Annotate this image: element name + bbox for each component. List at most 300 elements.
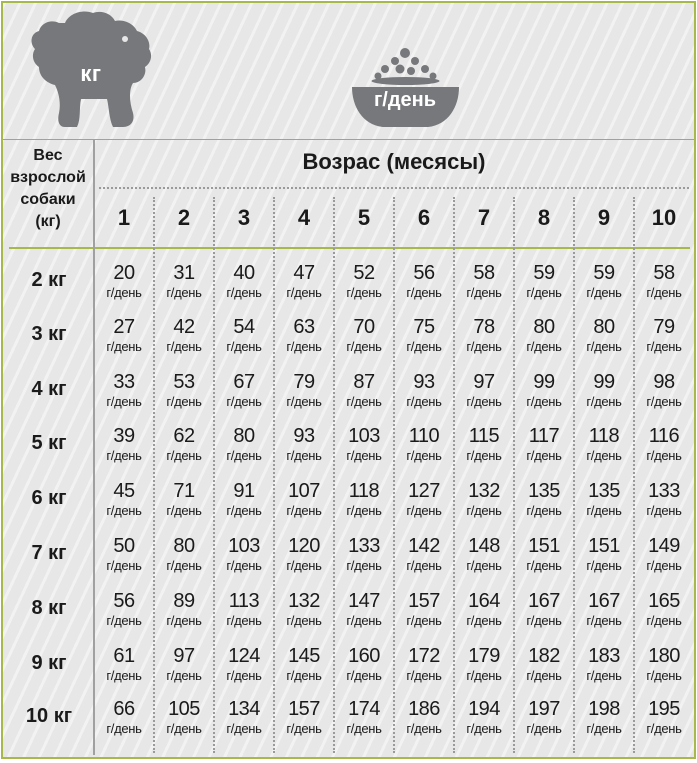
- cell-unit: г/день: [286, 394, 322, 409]
- cell-unit: г/день: [586, 448, 622, 463]
- month-header-4: 4: [297, 205, 311, 230]
- table-cell: [454, 697, 514, 736]
- cell-value: 167: [528, 590, 560, 612]
- cell-value: 89: [173, 590, 195, 612]
- cell-unit: г/день: [466, 721, 502, 736]
- table-cell: [394, 315, 454, 354]
- table-cell: [394, 589, 454, 628]
- cell-value: 127: [408, 480, 440, 502]
- cell-unit: г/день: [466, 613, 502, 628]
- cell-value: 59: [533, 262, 555, 284]
- cell-value: 116: [648, 425, 680, 447]
- table-cell: [514, 261, 574, 300]
- cell-unit: г/день: [466, 394, 502, 409]
- table-cell: [394, 534, 454, 573]
- cell-unit: г/день: [106, 721, 142, 736]
- table-cell: [574, 534, 634, 573]
- cell-value: 103: [348, 425, 380, 447]
- cell-unit: г/день: [586, 668, 622, 683]
- cell-unit: г/день: [166, 558, 202, 573]
- cell-value: 194: [468, 698, 500, 720]
- table-cell: [634, 644, 694, 683]
- table-cell: [154, 424, 214, 463]
- cell-unit: г/день: [406, 558, 442, 573]
- cell-unit: г/день: [106, 613, 142, 628]
- cell-unit: г/день: [226, 668, 262, 683]
- cell-unit: г/день: [646, 558, 682, 573]
- cell-unit: г/день: [466, 558, 502, 573]
- header-dotted-rule: [99, 187, 689, 189]
- bowl-unit-label: г/день: [373, 89, 437, 111]
- table-cell: [334, 370, 394, 409]
- cell-unit: г/день: [106, 448, 142, 463]
- cell-unit: г/день: [226, 448, 262, 463]
- table-cell: [514, 424, 574, 463]
- cell-unit: г/день: [526, 558, 562, 573]
- weight-header-line: взрослой: [10, 169, 86, 186]
- cell-unit: г/день: [586, 285, 622, 300]
- cell-value: 80: [173, 535, 195, 557]
- table-cell: [154, 315, 214, 354]
- cell-value: 47: [293, 262, 315, 284]
- table-cell: [634, 315, 694, 354]
- cell-value: 80: [233, 425, 255, 447]
- cell-unit: г/день: [166, 721, 202, 736]
- table-cell: [214, 315, 274, 354]
- table-cell: [274, 697, 334, 736]
- cell-unit: г/день: [466, 285, 502, 300]
- cell-unit: г/день: [646, 339, 682, 354]
- cell-value: 67: [233, 371, 255, 393]
- table-cell: [274, 424, 334, 463]
- cell-value: 197: [528, 698, 560, 720]
- table-cell: [634, 589, 694, 628]
- cell-unit: г/день: [286, 285, 322, 300]
- table-cell: [274, 261, 334, 300]
- table-cell: [94, 261, 154, 300]
- cell-unit: г/день: [406, 285, 442, 300]
- table-cell: [634, 534, 694, 573]
- cell-unit: г/день: [226, 558, 262, 573]
- table-cell: [574, 370, 634, 409]
- cell-value: 164: [468, 590, 500, 612]
- table-cell: [514, 644, 574, 683]
- table-cell: [94, 479, 154, 518]
- cell-unit: г/день: [166, 448, 202, 463]
- weight-header-line: Вес: [33, 147, 63, 164]
- cell-value: 132: [288, 590, 320, 612]
- month-header-3: 3: [237, 205, 251, 230]
- cell-unit: г/день: [586, 613, 622, 628]
- cell-unit: г/день: [346, 613, 382, 628]
- cell-value: 59: [593, 262, 615, 284]
- cell-unit: г/день: [346, 558, 382, 573]
- cell-value: 61: [113, 645, 135, 667]
- table-cell: [214, 534, 274, 573]
- cell-unit: г/день: [106, 668, 142, 683]
- cell-value: 66: [113, 698, 135, 720]
- table-cell: [274, 370, 334, 409]
- weight-row-label: 4 кг: [31, 378, 67, 400]
- cell-value: 50: [113, 535, 135, 557]
- month-header-6: 6: [417, 205, 431, 230]
- cell-unit: г/день: [526, 613, 562, 628]
- table-cell: [274, 315, 334, 354]
- table-cell: [394, 697, 454, 736]
- table-cell: [574, 424, 634, 463]
- cell-value: 27: [113, 316, 135, 338]
- table-cell: [514, 315, 574, 354]
- cell-value: 160: [348, 645, 380, 667]
- table-cell: [214, 697, 274, 736]
- weight-row-label: 3 кг: [31, 323, 67, 345]
- cell-value: 110: [408, 425, 440, 447]
- month-header-7: 7: [477, 205, 491, 230]
- table-cell: [94, 534, 154, 573]
- cell-unit: г/день: [466, 503, 502, 518]
- cell-unit: г/день: [286, 613, 322, 628]
- cell-value: 20: [113, 262, 135, 284]
- cell-value: 113: [228, 590, 260, 612]
- table-cell: [154, 697, 214, 736]
- table-top-rule: [3, 139, 694, 140]
- weight-header-line: собаки: [20, 191, 76, 208]
- cell-unit: г/день: [166, 394, 202, 409]
- table-cell: [634, 424, 694, 463]
- cell-value: 149: [648, 535, 680, 557]
- cell-unit: г/день: [346, 339, 382, 354]
- cell-value: 58: [653, 262, 675, 284]
- cell-unit: г/день: [466, 668, 502, 683]
- weight-header-line: (кг): [35, 213, 61, 230]
- table-cell: [394, 370, 454, 409]
- cell-value: 198: [588, 698, 620, 720]
- cell-unit: г/день: [346, 721, 382, 736]
- cell-value: 151: [588, 535, 620, 557]
- weight-row-label: 8 кг: [31, 597, 67, 619]
- table-cell: [454, 644, 514, 683]
- cell-value: 151: [528, 535, 560, 557]
- cell-value: 54: [233, 316, 255, 338]
- table-cell: [334, 697, 394, 736]
- table-cell: [274, 479, 334, 518]
- cell-value: 142: [408, 535, 440, 557]
- cell-value: 70: [353, 316, 375, 338]
- cell-unit: г/день: [286, 721, 322, 736]
- cell-value: 31: [173, 262, 195, 284]
- table-cell: [334, 589, 394, 628]
- cell-value: 79: [653, 316, 675, 338]
- cell-unit: г/день: [586, 721, 622, 736]
- cell-value: 78: [473, 316, 495, 338]
- table-cell: [634, 370, 694, 409]
- cell-value: 179: [468, 645, 500, 667]
- cell-value: 157: [288, 698, 320, 720]
- cell-unit: г/день: [226, 503, 262, 518]
- cell-value: 56: [113, 590, 135, 612]
- table-cell: [94, 644, 154, 683]
- month-header-9: 9: [597, 205, 611, 230]
- table-cell: [154, 589, 214, 628]
- cell-value: 80: [533, 316, 555, 338]
- table-cell: [334, 424, 394, 463]
- weight-row-label: 10 кг: [25, 705, 73, 727]
- table-cell: [634, 479, 694, 518]
- cell-value: 186: [408, 698, 440, 720]
- table-cell: [214, 479, 274, 518]
- cell-unit: г/день: [286, 448, 322, 463]
- feeding-table-panel: [3, 3, 694, 757]
- table-cell: [214, 589, 274, 628]
- cell-unit: г/день: [646, 668, 682, 683]
- cell-unit: г/день: [526, 668, 562, 683]
- cell-value: 180: [648, 645, 680, 667]
- cell-value: 39: [113, 425, 135, 447]
- table-cell: [574, 315, 634, 354]
- cell-value: 79: [293, 371, 315, 393]
- cell-unit: г/день: [646, 721, 682, 736]
- cell-unit: г/день: [106, 339, 142, 354]
- cell-unit: г/день: [166, 503, 202, 518]
- cell-value: 97: [173, 645, 195, 667]
- cell-unit: г/день: [346, 448, 382, 463]
- cell-value: 117: [528, 425, 560, 447]
- table-cell: [154, 644, 214, 683]
- cell-unit: г/день: [586, 558, 622, 573]
- cell-unit: г/день: [526, 721, 562, 736]
- table-cell: [154, 534, 214, 573]
- table-cell: [514, 534, 574, 573]
- cell-unit: г/день: [586, 503, 622, 518]
- age-column-header: Возрас (месясы): [302, 149, 486, 174]
- cell-value: 115: [468, 425, 500, 447]
- table-cell: [154, 370, 214, 409]
- cell-value: 147: [348, 590, 380, 612]
- cell-unit: г/день: [406, 613, 442, 628]
- cell-unit: г/день: [406, 721, 442, 736]
- cell-unit: г/день: [226, 394, 262, 409]
- table-cell: [214, 424, 274, 463]
- table-cell: [214, 370, 274, 409]
- cell-value: 135: [528, 480, 560, 502]
- cell-unit: г/день: [226, 721, 262, 736]
- cell-unit: г/день: [166, 285, 202, 300]
- cell-value: 148: [468, 535, 500, 557]
- table-cell: [94, 589, 154, 628]
- cell-value: 105: [168, 698, 200, 720]
- cell-value: 118: [588, 425, 620, 447]
- cell-value: 133: [648, 480, 680, 502]
- table-cell: [214, 261, 274, 300]
- table-cell: [454, 534, 514, 573]
- table-cell: [334, 479, 394, 518]
- weight-row-label: 2 кг: [31, 269, 67, 291]
- cell-unit: г/день: [166, 339, 202, 354]
- cell-unit: г/день: [526, 503, 562, 518]
- table-cell: [274, 589, 334, 628]
- cell-value: 172: [408, 645, 440, 667]
- cell-value: 45: [113, 480, 135, 502]
- cell-unit: г/день: [106, 285, 142, 300]
- cell-value: 93: [413, 371, 435, 393]
- table-cell: [454, 479, 514, 518]
- cell-unit: г/день: [166, 668, 202, 683]
- cell-unit: г/день: [346, 285, 382, 300]
- cell-value: 174: [348, 698, 380, 720]
- table-cell: [154, 479, 214, 518]
- cell-value: 53: [173, 371, 195, 393]
- table-cell: [634, 261, 694, 300]
- table-cell: [214, 644, 274, 683]
- table-cell: [274, 644, 334, 683]
- month-header-10: 10: [651, 205, 677, 230]
- table-cell: [454, 261, 514, 300]
- cell-value: 167: [588, 590, 620, 612]
- cell-unit: г/день: [226, 285, 262, 300]
- month-header-1: 1: [117, 205, 131, 230]
- cell-value: 182: [528, 645, 560, 667]
- weight-row-label: 9 кг: [31, 652, 67, 674]
- table-cell: [574, 589, 634, 628]
- cell-value: 107: [288, 480, 320, 502]
- cell-unit: г/день: [286, 503, 322, 518]
- table-cell: [454, 315, 514, 354]
- cell-unit: г/день: [286, 558, 322, 573]
- cell-unit: г/день: [646, 613, 682, 628]
- weight-row-label: 5 кг: [31, 432, 67, 454]
- month-header-5: 5: [357, 205, 371, 230]
- cell-value: 183: [588, 645, 620, 667]
- cell-unit: г/день: [346, 394, 382, 409]
- table-cell: [514, 697, 574, 736]
- cell-unit: г/день: [646, 394, 682, 409]
- table-cell: [94, 424, 154, 463]
- cell-unit: г/день: [106, 503, 142, 518]
- cell-value: 98: [653, 371, 675, 393]
- cell-value: 63: [293, 316, 315, 338]
- weight-row-label: 6 кг: [31, 487, 67, 509]
- header-accent-rule: [9, 247, 690, 249]
- cell-value: 132: [468, 480, 500, 502]
- cell-unit: г/день: [526, 285, 562, 300]
- cell-value: 93: [293, 425, 315, 447]
- table-cell: [514, 370, 574, 409]
- table-cell: [454, 370, 514, 409]
- weight-row-label: 7 кг: [31, 542, 67, 564]
- cell-value: 103: [228, 535, 260, 557]
- cell-unit: г/день: [226, 339, 262, 354]
- table-cell: [574, 697, 634, 736]
- cell-value: 56: [413, 262, 435, 284]
- table-cell: [334, 315, 394, 354]
- table-cell: [334, 644, 394, 683]
- cell-unit: г/день: [406, 448, 442, 463]
- cell-unit: г/день: [646, 503, 682, 518]
- cell-unit: г/день: [106, 394, 142, 409]
- table-cell: [394, 644, 454, 683]
- cell-value: 195: [648, 698, 680, 720]
- cell-unit: г/день: [106, 558, 142, 573]
- table-cell: [514, 479, 574, 518]
- cell-unit: г/день: [286, 668, 322, 683]
- weight-column-header: [3, 145, 93, 233]
- cell-value: 99: [593, 371, 615, 393]
- cell-value: 99: [533, 371, 555, 393]
- cell-unit: г/день: [286, 339, 322, 354]
- cell-unit: г/день: [646, 448, 682, 463]
- table-cell: [454, 424, 514, 463]
- dog-weight-unit-label: кг: [80, 61, 102, 86]
- cell-unit: г/день: [346, 503, 382, 518]
- cell-value: 62: [173, 425, 195, 447]
- table-cell: [454, 589, 514, 628]
- cell-unit: г/день: [526, 339, 562, 354]
- cell-value: 134: [228, 698, 260, 720]
- cell-value: 42: [173, 316, 195, 338]
- cell-unit: г/день: [466, 448, 502, 463]
- cell-value: 135: [588, 480, 620, 502]
- cell-unit: г/день: [406, 394, 442, 409]
- cell-unit: г/день: [406, 668, 442, 683]
- cell-unit: г/день: [406, 503, 442, 518]
- table-cell: [274, 534, 334, 573]
- cell-value: 91: [233, 480, 255, 502]
- table-cell: [574, 644, 634, 683]
- cell-unit: г/день: [526, 448, 562, 463]
- cell-value: 33: [113, 371, 135, 393]
- cell-value: 71: [173, 480, 195, 502]
- cell-unit: г/день: [646, 285, 682, 300]
- cell-unit: г/день: [166, 613, 202, 628]
- cell-value: 145: [288, 645, 320, 667]
- cell-value: 80: [593, 316, 615, 338]
- table-cell: [94, 315, 154, 354]
- cell-value: 40: [233, 262, 255, 284]
- cell-value: 165: [648, 590, 680, 612]
- cell-unit: г/день: [526, 394, 562, 409]
- cell-unit: г/день: [466, 339, 502, 354]
- table-cell: [514, 589, 574, 628]
- table-cell: [574, 261, 634, 300]
- table-cell: [394, 261, 454, 300]
- table-cell: [94, 697, 154, 736]
- cell-value: 75: [413, 316, 435, 338]
- table-cell: [394, 424, 454, 463]
- table-cell: [394, 479, 454, 518]
- cell-unit: г/день: [226, 613, 262, 628]
- cell-value: 124: [228, 645, 260, 667]
- table-cell: [334, 261, 394, 300]
- cell-value: 97: [473, 371, 495, 393]
- cell-value: 133: [348, 535, 380, 557]
- cell-value: 58: [473, 262, 495, 284]
- cell-unit: г/день: [586, 394, 622, 409]
- month-header-8: 8: [537, 205, 551, 230]
- table-cell: [154, 261, 214, 300]
- cell-value: 120: [288, 535, 320, 557]
- cell-value: 87: [353, 371, 375, 393]
- table-cell: [574, 479, 634, 518]
- month-header-2: 2: [177, 205, 191, 230]
- table-cell: [334, 534, 394, 573]
- cell-unit: г/день: [586, 339, 622, 354]
- cell-unit: г/день: [346, 668, 382, 683]
- cell-value: 52: [353, 262, 375, 284]
- cell-value: 118: [348, 480, 380, 502]
- cell-value: 157: [408, 590, 440, 612]
- table-cell: [634, 697, 694, 736]
- table-cell: [94, 370, 154, 409]
